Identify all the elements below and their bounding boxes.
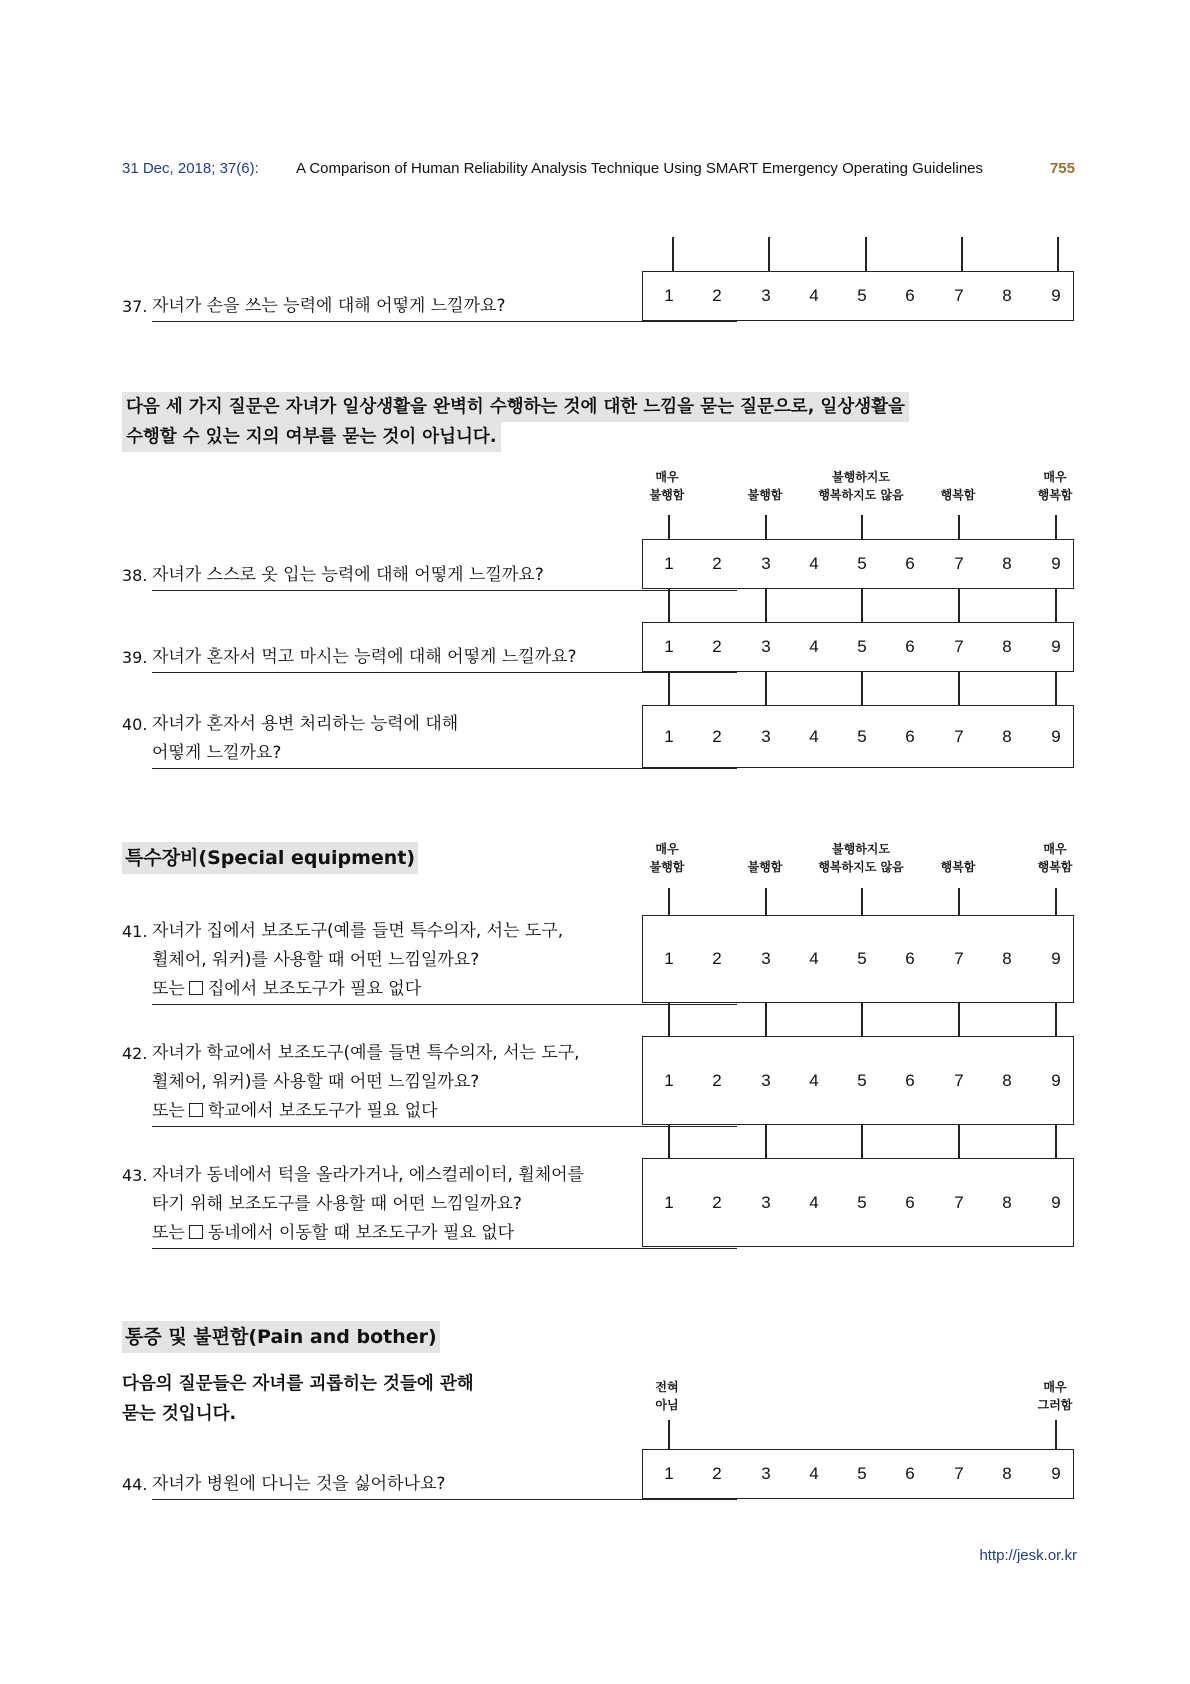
scale-option-4[interactable]: 4 — [809, 1070, 819, 1090]
scale-tick — [672, 237, 674, 272]
scale-tick — [861, 515, 863, 540]
scale-option-5[interactable]: 5 — [857, 1192, 867, 1212]
label-not-at-all: 전혀 아님 — [655, 1380, 679, 1412]
scale-option-8[interactable]: 8 — [1002, 726, 1012, 746]
scale-option-3[interactable]: 3 — [761, 949, 771, 968]
label-very-happy: 매우 행복함 — [1037, 842, 1073, 874]
scale-option-1[interactable]: 1 — [664, 949, 674, 968]
question-number: 42. — [122, 1044, 148, 1063]
scale-tick — [861, 1124, 863, 1159]
scale-tick — [1055, 888, 1057, 916]
scale-tick — [1055, 1420, 1057, 1450]
journal-date: 31 Dec, 2018; 37(6): — [122, 160, 259, 177]
scale-option-5[interactable]: 5 — [857, 1464, 867, 1483]
scale-option-2[interactable]: 2 — [712, 637, 722, 656]
question-text: 자녀가 혼자서 먹고 마시는 능력에 대해 어떻게 느낄까요? — [152, 643, 737, 673]
label-unhappy: 불행함 — [747, 488, 783, 502]
scale-tick — [861, 888, 863, 916]
scale-option-1[interactable]: 1 — [664, 1192, 674, 1212]
scale-option-7[interactable]: 7 — [954, 554, 964, 573]
scale-tick — [1055, 588, 1057, 623]
scale-option-9[interactable]: 9 — [1051, 554, 1061, 573]
scale-option-8[interactable]: 8 — [1002, 554, 1012, 573]
scale-option-3[interactable]: 3 — [761, 554, 771, 573]
label-very-much: 매우 그러함 — [1037, 1380, 1073, 1412]
scale-tick — [765, 1124, 767, 1159]
not-needed-checkbox[interactable] — [189, 1103, 203, 1117]
scale-tick — [1055, 671, 1057, 706]
scale-tick — [768, 237, 770, 272]
scale-option-2[interactable]: 2 — [712, 726, 722, 746]
scale-option-3[interactable]: 3 — [761, 1464, 771, 1483]
scale-tick — [668, 515, 670, 540]
scale-option-1[interactable]: 1 — [664, 1464, 674, 1483]
scale-tick — [958, 515, 960, 540]
running-header — [122, 160, 1075, 182]
scale-option-6[interactable]: 6 — [905, 726, 915, 746]
scale-option-3[interactable]: 3 — [761, 286, 771, 305]
question-text: 자녀가 집에서 보조도구(예를 들면 특수의자, 서는 도구, 휠체어, 워커)를 사용할 때 어떤 느낌일까요? 또는 집에서 보조도구가 필요 없다 — [152, 917, 737, 1005]
scale-tick — [668, 1420, 670, 1450]
label-neutral: 불행하지도 행복하지도 않음 — [818, 842, 904, 874]
scale-option-8[interactable]: 8 — [1002, 637, 1012, 656]
scale-option-4[interactable]: 4 — [809, 286, 819, 305]
scale-option-8[interactable]: 8 — [1002, 1070, 1012, 1090]
section-heading-special-equipment: 특수장비(Special equipment) — [122, 842, 418, 874]
scale-option-7[interactable]: 7 — [954, 1464, 964, 1483]
scale-option-4[interactable]: 4 — [809, 949, 819, 968]
scale-option-8[interactable]: 8 — [1002, 286, 1012, 305]
scale-option-1[interactable]: 1 — [664, 726, 674, 746]
instruction-line-1: 다음 세 가지 질문은 자녀가 일상생활을 완벽히 수행하는 것에 대한 느낌을 묻는 질문으로, 일상생활을 — [122, 392, 909, 422]
scale-option-1[interactable]: 1 — [664, 286, 674, 305]
question-number: 43. — [122, 1166, 148, 1185]
scale-option-8[interactable]: 8 — [1002, 1192, 1012, 1212]
page-number: 755 — [1049, 160, 1075, 177]
scale-option-2[interactable]: 2 — [712, 1192, 722, 1212]
journal-url[interactable]: http://jesk.or.kr — [979, 1547, 1077, 1564]
scale-option-3[interactable]: 3 — [761, 1192, 771, 1212]
scale-tick — [668, 1002, 670, 1037]
scale-option-7[interactable]: 7 — [954, 286, 964, 305]
question-text: 자녀가 혼자서 용변 처리하는 능력에 대해 어떻게 느낄까요? — [152, 710, 737, 769]
scale-option-5[interactable]: 5 — [857, 554, 867, 573]
scale-option-6[interactable]: 6 — [905, 1464, 915, 1483]
question-number: 44. — [122, 1475, 148, 1494]
label-unhappy: 불행함 — [747, 860, 783, 874]
label-very-unhappy: 매우 불행함 — [649, 842, 685, 874]
scale-option-6[interactable]: 6 — [905, 637, 915, 656]
pain-intro: 다음의 질문들은 자녀를 괴롭히는 것들에 관해 묻는 것입니다. — [122, 1374, 474, 1424]
scale-option-2[interactable]: 2 — [712, 1464, 722, 1483]
scale-tick — [1055, 1002, 1057, 1037]
scale-option-9[interactable]: 9 — [1051, 286, 1061, 305]
scale-option-6[interactable]: 6 — [905, 286, 915, 305]
question-number: 37. — [122, 297, 148, 316]
scale-option-1[interactable]: 1 — [664, 1070, 674, 1090]
scale-option-5[interactable]: 5 — [857, 726, 867, 746]
scale-option-7[interactable]: 7 — [954, 637, 964, 656]
scale-option-4[interactable]: 4 — [809, 637, 819, 656]
question-number: 40. — [122, 715, 148, 734]
scale-option-6[interactable]: 6 — [905, 554, 915, 573]
scale-tick — [861, 671, 863, 706]
scale-option-7[interactable]: 7 — [954, 1070, 964, 1090]
scale-option-2[interactable]: 2 — [712, 949, 722, 968]
scale-option-4[interactable]: 4 — [809, 1192, 819, 1212]
scale-option-9[interactable]: 9 — [1051, 1464, 1061, 1483]
scale-option-5[interactable]: 5 — [857, 637, 867, 656]
scale-tick — [1055, 1124, 1057, 1159]
scale-option-9[interactable]: 9 — [1051, 726, 1061, 746]
scale-tick — [668, 671, 670, 706]
scale-option-1[interactable]: 1 — [664, 554, 674, 573]
scale-option-4[interactable]: 4 — [809, 1464, 819, 1483]
scale-option-6[interactable]: 6 — [905, 949, 915, 968]
scale-tick — [765, 888, 767, 916]
scale-tick — [765, 515, 767, 540]
scale-option-3[interactable]: 3 — [761, 637, 771, 656]
scale-tick — [1055, 515, 1057, 540]
scale-option-6[interactable]: 6 — [905, 1192, 915, 1212]
scale-option-5[interactable]: 5 — [857, 1070, 867, 1090]
scale-option-9[interactable]: 9 — [1051, 637, 1061, 656]
scale-tick — [668, 888, 670, 916]
scale-tick — [1057, 237, 1059, 272]
section-heading-pain-and-bother: 통증 및 불편함(Pain and bother) — [122, 1321, 440, 1353]
instruction-line-2: 수행할 수 있는 지의 여부를 묻는 것이 아닙니다. — [122, 422, 501, 452]
scale-tick — [961, 237, 963, 272]
question-number: 39. — [122, 648, 148, 667]
scale-option-3[interactable]: 3 — [761, 1070, 771, 1090]
not-needed-checkbox[interactable] — [189, 1225, 203, 1239]
scale-tick — [865, 237, 867, 272]
scale-option-1[interactable]: 1 — [664, 637, 674, 656]
scale-option-2[interactable]: 2 — [712, 1070, 722, 1090]
question-text: 자녀가 병원에 다니는 것을 싫어하나요? — [152, 1470, 737, 1500]
label-happy: 행복함 — [940, 860, 976, 874]
scale-tick — [668, 588, 670, 623]
question-text: 자녀가 스스로 옷 입는 능력에 대해 어떻게 느낄까요? — [152, 561, 737, 591]
scale-option-7[interactable]: 7 — [954, 726, 964, 746]
scale-option-8[interactable]: 8 — [1002, 1464, 1012, 1483]
scale-tick — [958, 588, 960, 623]
scale-option-7[interactable]: 7 — [954, 1192, 964, 1212]
scale-option-4[interactable]: 4 — [809, 554, 819, 573]
scale-tick — [958, 671, 960, 706]
scale-tick — [765, 1002, 767, 1037]
scale-option-9[interactable]: 9 — [1051, 1070, 1061, 1090]
scale-option-2[interactable]: 2 — [712, 554, 722, 573]
question-number: 41. — [122, 922, 148, 941]
article-title: A Comparison of Human Reliability Analysis Technique Using SMART Emergency Operating Guidelines — [296, 160, 984, 177]
scale-option-3[interactable]: 3 — [761, 726, 771, 746]
scale-option-2[interactable]: 2 — [712, 286, 722, 305]
question-text: 자녀가 학교에서 보조도구(예를 들면 특수의자, 서는 도구, 휠체어, 워커)를 사용할 때 어떤 느낌일까요? 또는 학교에서 보조도구가 필요 없다 — [152, 1039, 737, 1127]
label-happy: 행복함 — [940, 488, 976, 502]
scale-tick — [861, 1002, 863, 1037]
scale-option-9[interactable]: 9 — [1051, 1192, 1061, 1212]
scale-tick — [765, 588, 767, 623]
not-needed-checkbox[interactable] — [189, 981, 203, 995]
question-number: 38. — [122, 566, 148, 585]
scale-option-5[interactable]: 5 — [857, 286, 867, 305]
label-very-unhappy: 매우 불행함 — [649, 470, 685, 502]
scale-option-5[interactable]: 5 — [857, 949, 867, 968]
scale-tick — [958, 888, 960, 916]
scale-tick — [765, 671, 767, 706]
question-text: 자녀가 동네에서 턱을 올라가거나, 에스컬레이터, 휠체어를 타기 위해 보조도구를 사용할 때 어떤 느낌일까요? 또는 동네에서 이동할 때 보조도구가 필요 없다 — [152, 1161, 737, 1249]
scale-tick — [958, 1002, 960, 1037]
scale-option-7[interactable]: 7 — [954, 949, 964, 968]
scale-option-9[interactable]: 9 — [1051, 949, 1061, 968]
question-text: 자녀가 손을 쓰는 능력에 대해 어떻게 느낄까요? — [152, 292, 737, 322]
scale-option-8[interactable]: 8 — [1002, 949, 1012, 968]
label-neutral: 불행하지도 행복하지도 않음 — [818, 470, 904, 502]
scale-tick — [861, 588, 863, 623]
scale-tick — [668, 1124, 670, 1159]
scale-option-4[interactable]: 4 — [809, 726, 819, 746]
scale-tick — [958, 1124, 960, 1159]
scale-option-6[interactable]: 6 — [905, 1070, 915, 1090]
label-very-happy: 매우 행복함 — [1037, 470, 1073, 502]
